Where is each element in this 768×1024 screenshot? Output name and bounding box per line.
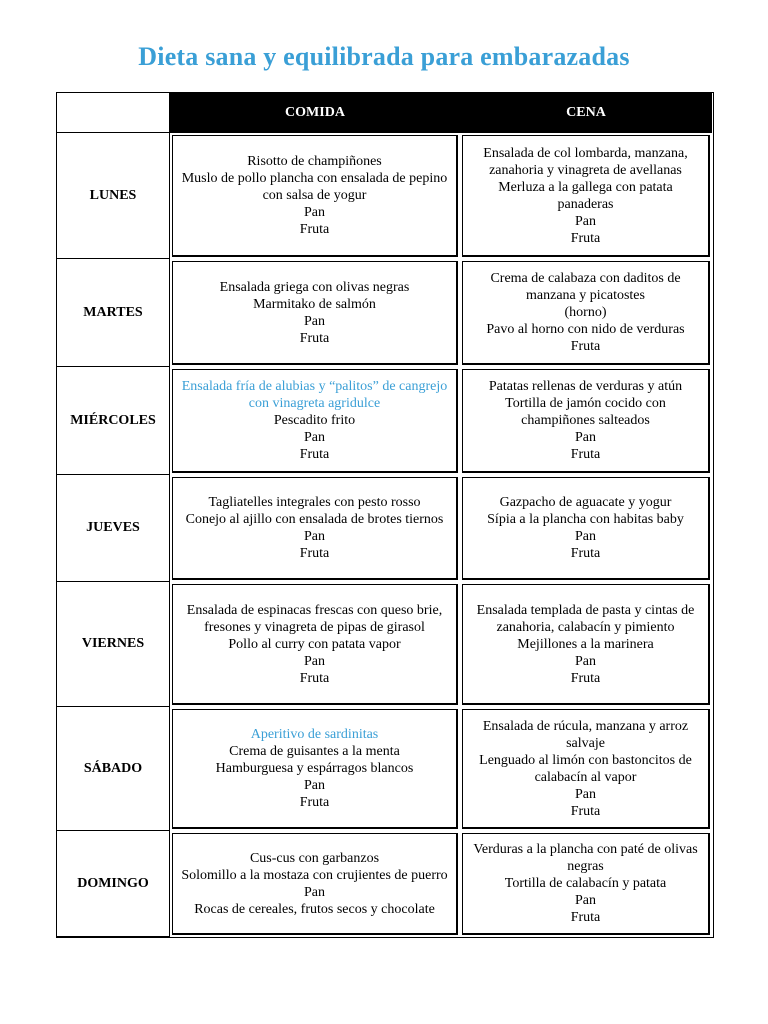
menu-item: Pan xyxy=(304,313,325,329)
menu-item: Pan xyxy=(575,653,596,669)
cena-cell xyxy=(462,833,710,935)
menu-item: Tortilla de jamón cocido con champiñones salteados xyxy=(505,396,666,428)
comida-cell xyxy=(172,477,458,580)
cena-cell xyxy=(462,369,710,473)
cena-cell xyxy=(462,477,710,580)
menu-item: Pan xyxy=(304,884,325,900)
menu-item: Fruta xyxy=(299,546,330,561)
menu-item: Fruta xyxy=(299,670,330,686)
menu-item: Risotto de champiñones xyxy=(247,154,382,169)
menu-item: Ensalada griega con olivas negras xyxy=(219,279,410,295)
menu-item: Pan xyxy=(575,893,596,908)
menu-item: Pan xyxy=(304,653,325,669)
cena-cell xyxy=(462,584,710,705)
menu-item: Gazpacho de aguacate y yogur xyxy=(499,495,672,510)
day-label: MIÉRCOLES xyxy=(57,367,170,475)
menu-item: Hamburguesa y espárragos blancos xyxy=(215,761,414,776)
menu-item: Crema de calabaza con daditos de manzana y picatostes xyxy=(490,271,681,303)
menu-item: Ensalada de col lombarda, manzana, zanahoria y vinagreta de avellanas xyxy=(483,145,688,178)
menu-item: Pan xyxy=(304,778,325,793)
menu-item: Pollo al curry con patata vapor xyxy=(228,636,401,652)
menu-item: Verduras a la plancha con paté de olivas negras xyxy=(473,842,698,874)
menu-item: Pan xyxy=(575,430,596,445)
comida-cell xyxy=(172,709,458,829)
menu-item: Conejo al ajillo con ensalada de brotes tiernos xyxy=(185,512,444,527)
day-label: SÁBADO xyxy=(57,707,170,831)
menu-item: Fruta xyxy=(299,447,330,462)
menu-item: Pescadito frito xyxy=(273,413,356,428)
menu-item: Fruta xyxy=(570,447,601,462)
menu-item: Pan xyxy=(304,205,325,220)
page-title: Dieta sana y equilibrada para embarazadas xyxy=(138,42,630,71)
comida-cell xyxy=(172,261,458,365)
menu-item: Crema de guisantes a la menta xyxy=(229,744,400,759)
menu-item: Tortilla de calabacín y patata xyxy=(504,876,667,891)
cena-cell xyxy=(462,135,710,257)
menu-item: Marmitako de salmón xyxy=(253,296,376,312)
menu-item: Fruta xyxy=(570,803,601,819)
cena-cell xyxy=(462,261,710,365)
menu-item: Merluza a la gallega con patata panaderas xyxy=(498,179,673,212)
menu-item: Pan xyxy=(304,430,325,445)
menu-item: Rocas de cereales, frutos secos y chocolate xyxy=(194,901,435,917)
menu-item: Fruta xyxy=(299,330,330,346)
comida-cell xyxy=(172,833,458,935)
comida-cell xyxy=(172,369,458,473)
menu-item: Patatas rellenas de verduras y atún xyxy=(488,379,683,394)
cena-cell xyxy=(462,709,710,829)
day-label: JUEVES xyxy=(57,475,170,582)
day-label: LUNES xyxy=(57,133,170,259)
menu-item: Sípia a la plancha con habitas baby xyxy=(487,512,684,527)
menu-item: Fruta xyxy=(570,339,601,354)
header-comida: COMIDA xyxy=(170,93,460,133)
menu-item: Fruta xyxy=(299,222,330,237)
weekly-menu-table xyxy=(56,92,714,938)
comida-cell xyxy=(172,135,458,257)
menu-item: Fruta xyxy=(570,670,601,686)
menu-item: Ensalada de rúcula, manzana y arroz salvaje xyxy=(482,718,689,751)
menu-item: Fruta xyxy=(299,795,330,810)
comida-cell xyxy=(172,584,458,705)
header-blank-cell xyxy=(57,93,170,133)
menu-item: Pan xyxy=(575,786,596,802)
menu-item: Solomillo a la mostaza con crujientes de puerro xyxy=(181,867,448,883)
header-cena: CENA xyxy=(460,93,712,133)
menu-item: Mejillones a la marinera xyxy=(517,636,654,652)
menu-item: Fruta xyxy=(570,546,601,561)
menu-item: Lenguado al limón con bastoncitos de calabacín al vapor xyxy=(479,752,692,785)
menu-item: Pan xyxy=(575,529,596,544)
menu-item: Pan xyxy=(575,213,596,229)
menu-item: Ensalada templada de pasta y cintas de zanahoria, calabacín y pimiento xyxy=(476,602,695,635)
menu-item: Fruta xyxy=(570,230,601,246)
menu-item: Cus-cus con garbanzos xyxy=(249,850,380,866)
menu-item: Pan xyxy=(304,529,325,544)
menu-item: Ensalada de espinacas frescas con queso brie, fresones y vinagreta de pipas de girasol xyxy=(186,602,443,635)
day-label: MARTES xyxy=(57,259,170,367)
menu-item: Aperitivo de sardinitas xyxy=(250,727,379,742)
menu-item: (horno) xyxy=(564,305,607,320)
day-label: DOMINGO xyxy=(57,831,170,937)
day-label: VIERNES xyxy=(57,582,170,707)
menu-item: Ensalada fría de alubias y “palitos” de cangrejo con vinagreta agridulce xyxy=(181,379,448,411)
menu-item: Muslo de pollo plancha con ensalada de pepino con salsa de yogur xyxy=(181,171,448,203)
menu-item: Pavo al horno con nido de verduras xyxy=(486,322,685,337)
menu-item: Tagliatelles integrales con pesto rosso xyxy=(208,495,421,510)
menu-item: Fruta xyxy=(570,910,601,925)
